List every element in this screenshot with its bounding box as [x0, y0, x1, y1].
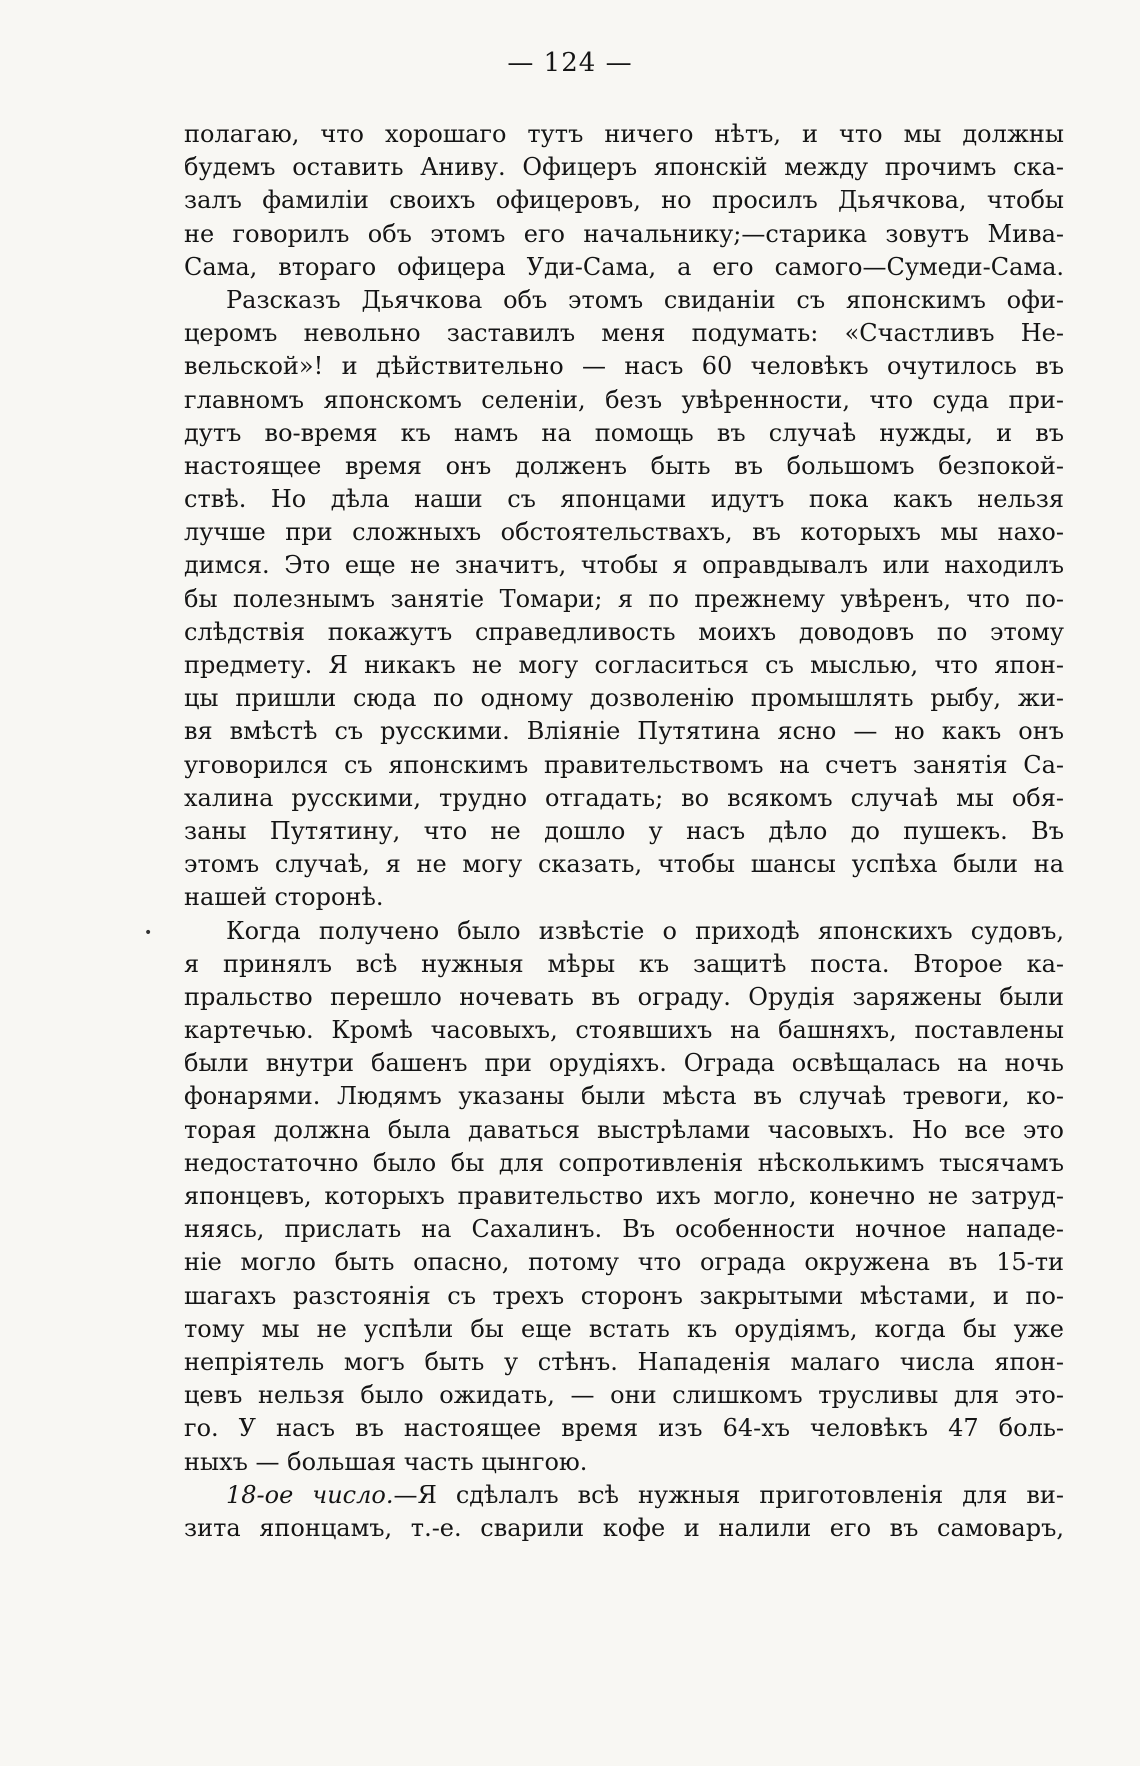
text-line: зита японцамъ, т.-е. сварили кофе и налили его въ самоваръ,	[184, 1513, 1064, 1542]
text-line: няясь, прислать на Сахалинъ. Въ особенности ночное нападе-	[184, 1215, 1064, 1244]
text-line: го. У насъ въ настоящее время изъ 64-хъ человѣкъ 47 боль-	[184, 1414, 1064, 1443]
text-line: фонарями. Людямъ указаны были мѣста въ случаѣ тревоги, ко-	[184, 1082, 1064, 1111]
text-line: тому мы не успѣли бы еще встать къ орудіямъ, когда бы уже	[184, 1314, 1064, 1343]
text-line: Разсказъ Дьячкова объ этомъ свиданіи съ японскимъ офи-	[226, 285, 1064, 314]
text-line: димся. Это еще не значитъ, чтобы я оправдывалъ или находилъ	[184, 551, 1064, 580]
text-line: ныхъ — большая часть цынгою.	[184, 1447, 588, 1476]
text-line: недостаточно было бы для сопротивленія нѣсколькимъ тысячамъ	[184, 1148, 1064, 1177]
text-line: будемъ оставить Аниву. Офицеръ японскій между прочимъ ска-	[184, 153, 1064, 182]
text-line: лучше при сложныхъ обстоятельствахъ, въ которыхъ мы нахо-	[184, 518, 1064, 547]
text-line: вельской»! и дѣйствительно — насъ 60 человѣкъ очутилось въ	[184, 352, 1064, 381]
text-line: слѣдствія покажутъ справедливость моихъ доводовъ по этому	[184, 617, 1064, 646]
text-line: ніе могло быть опасно, потому что ограда окружена въ 15-ти	[184, 1248, 1064, 1277]
text-line: не говорилъ объ этомъ его начальнику;—старика зовутъ Мива-	[184, 219, 1064, 248]
text-line: были внутри башенъ при орудіяхъ. Ограда освѣщалась на ночь	[184, 1049, 1064, 1078]
page-number: — 124 —	[507, 48, 633, 78]
text-line: нашей сторонѣ.	[184, 883, 384, 912]
text-line: цевъ нельзя было ожидать, — они слишкомъ трусливы для это-	[184, 1381, 1064, 1410]
text-line: главномъ японскомъ селеніи, безъ увѣренности, что суда при-	[184, 385, 1064, 414]
text-line: настоящее время онъ долженъ быть въ большомъ безпокой-	[184, 451, 1064, 480]
margin-mark: •	[144, 925, 153, 941]
text-line: непріятель могъ быть у стѣнъ. Нападенія малаго числа япон-	[184, 1347, 1064, 1376]
text-line: полагаю, что хорошаго тутъ ничего нѣтъ, и что мы должны	[184, 120, 1064, 148]
text-line: цы пришли сюда по одному дозволенію промышлять рыбу, жи-	[184, 684, 1064, 713]
text-line: халина русскими, трудно отгадать; во всякомъ случаѣ мы обя-	[184, 783, 1064, 812]
text-line: уговорился съ японскимъ правительствомъ на счетъ занятія Са-	[184, 750, 1064, 779]
text-line: ствѣ. Но дѣла наши съ японцами идутъ пока какъ нельзя	[184, 485, 1064, 514]
date-label: 18-ое число.	[226, 1480, 394, 1509]
text-line: торая должна была даваться выстрѣлами часовыхъ. Но все это	[184, 1115, 1064, 1144]
text-line: картечью. Кромѣ часовыхъ, стоявшихъ на башняхъ, поставлены	[184, 1016, 1064, 1045]
text-fragment: —Я сдѣлалъ всѣ нужныя приготовленія для ви-	[393, 1480, 1064, 1509]
text-line: залъ фамиліи своихъ офицеровъ, но просилъ Дьячкова, чтобы	[184, 186, 1064, 215]
text-line: бы полезнымъ занятіе Томари; я по прежнему увѣренъ, что по-	[184, 584, 1064, 613]
text-line: пральство перешло ночевать въ ограду. Орудія заряжены были	[184, 982, 1064, 1011]
text-line: японцевъ, которыхъ правительство ихъ могло, конечно не затруд-	[184, 1182, 1064, 1210]
text-line: Сама, втораго офицера Уди-Сама, а его самого—Сумеди-Сама.	[184, 252, 1064, 281]
text-line: заны Путятину, что не дошло у насъ дѣло до пушекъ. Въ	[184, 816, 1064, 845]
text-line: этомъ случаѣ, я не могу сказать, чтобы шансы успѣха были на	[184, 850, 1064, 879]
text-line: Когда получено было извѣстіе о приходѣ японскихъ судовъ,	[226, 916, 1064, 945]
text-line: предмету. Я никакъ не могу согласиться съ мыслью, что япон-	[184, 651, 1064, 679]
page-text	[184, 118, 1064, 1545]
text-line	[184, 1479, 1064, 1512]
text-line: вя вмѣстѣ съ русскими. Вліяніе Путятина ясно — но какъ онъ	[184, 717, 1064, 746]
text-line: шагахъ разстоянія съ трехъ сторонъ закрытыми мѣстами, и по-	[184, 1281, 1064, 1310]
text-line: церомъ невольно заставилъ меня подумать: «Счастливъ Не-	[184, 319, 1064, 348]
text-line: дутъ во-время къ намъ на помощь въ случаѣ нужды, и въ	[184, 418, 1064, 447]
text-line: я принялъ всѣ нужныя мѣры къ защитѣ поста. Второе ка-	[184, 949, 1064, 978]
